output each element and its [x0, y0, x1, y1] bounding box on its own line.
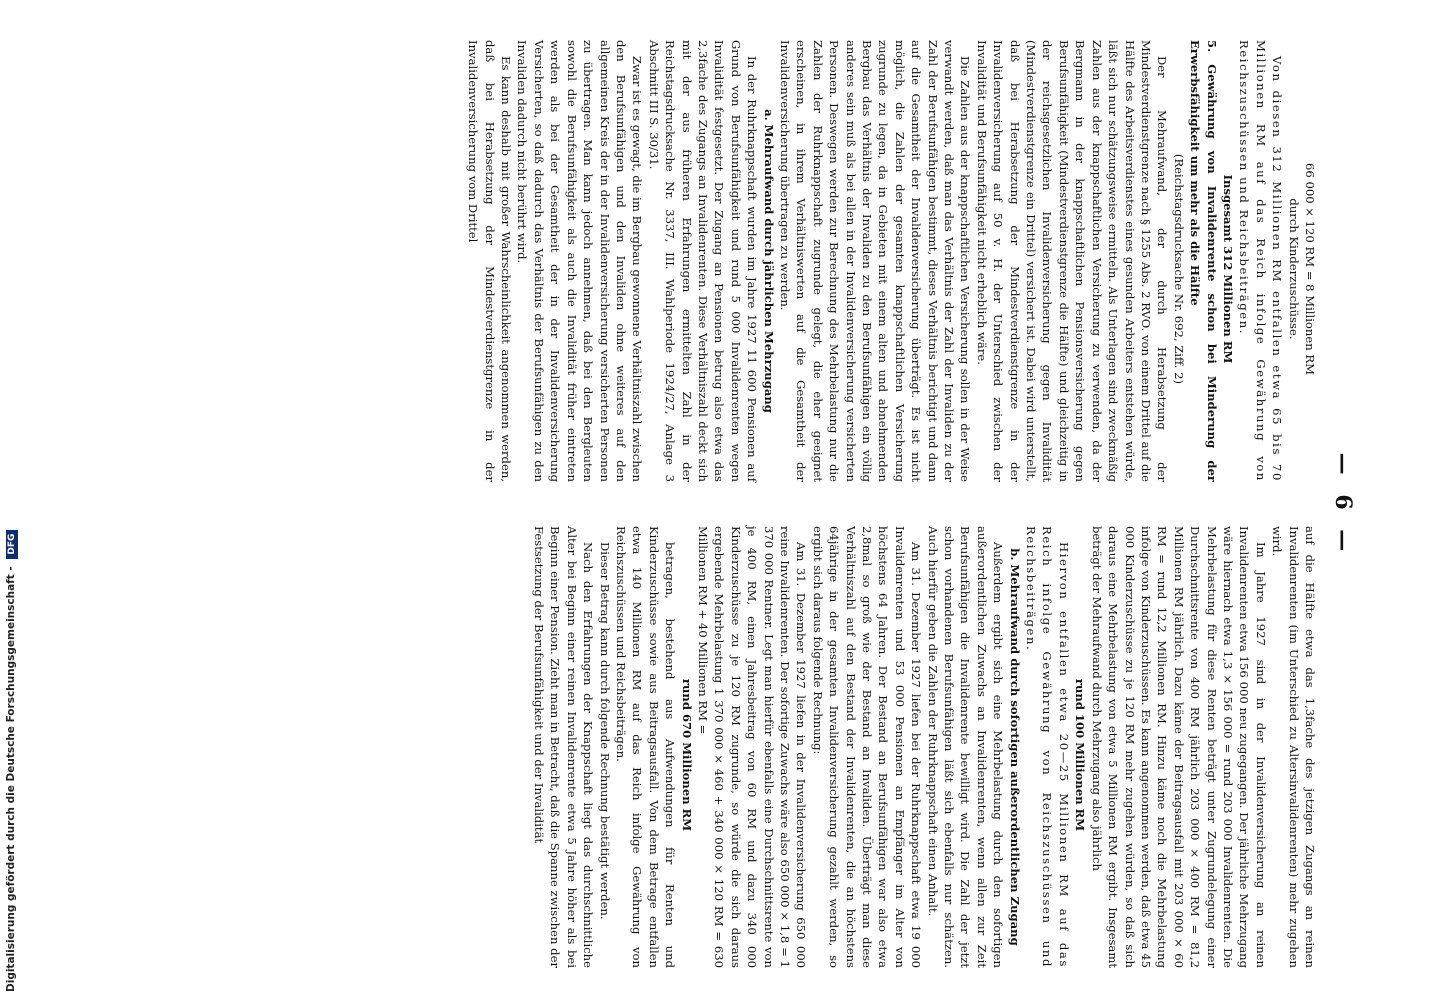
paragraph: Zwar ist es gewagt, die im Bergbau gewonnene Verhältniszahl zwischen den Berufsunfähigen und den Invaliden ohne weiteres auf den allgemeinen Kreis der in der Invalidenversicherung versicherten Personen zu übertragen. Man kann jedoch annehmen, daß bei den Bergleuten sowohl die Berufsunfähigkeit als auch die Invalidität früher eintreten werden als bei der Gesamtheit der in der Invalidenversicherung Versicherten, so daß dadurch das Verhältnis der Berufsunfähigen zu den Invaliden dadurch nicht berührt wird. [515, 40, 645, 482]
paragraph: Am 31. Dezember 1927 liefen in der Invalidenversicherung 650 000 reine Invalidenrenten. Der sofortige Zuwachs wäre also 650 000 × 1,8 = 1 370 000 Rentner. Legt man hierfür ebenfalls eine Durchschnittsrente von je 400 RM, einen Jahresbeitrag von 60 RM und dazu 340 000 Kinderzuschüsse zu je 120 RM zugrunde, so würde die sich daraus ergebende Mehrbelastung 1 370 000 × 460 + 340 000 × 120 RM = 630 Millionen RM + 40 Millionen RM = [695, 526, 809, 968]
paragraph: In der Ruhrknappschaft wurden im Jahre 1927 11 600 Pensionen auf Grund von Berufsunfähigkeit und rund 5 000 Invalidenrenten wegen Invalidität festgesetzt. Der Zugang an Pensionen betrug also etwa das 2,3fache des Zugangs an Invalidenrenten. Diese Verhältniszahl deckt sich mit der aus früheren Erfahrungen ermittelten Zahl in der Reichstagsdrucksache Nr. 3337, III. Wahlperiode 1924/27, Anlage 3 Abschnitt III S. 30/31. [646, 40, 760, 482]
credit-text: Digitalisierung gefördert durch die Deutsche Forschungsgemeinschaft - [5, 566, 17, 992]
dfg-logo: DFG [6, 530, 18, 559]
total-amount: Insgesamt 312 Millionen RM [1220, 174, 1235, 364]
paragraph: auf die Hälfte etwa das 1,3fache des jetzigen Zugangs an reinen Invalidenrenten (im Unterschied zu Altersinvalidenrenten) mehr zugehen wird. [1270, 526, 1317, 968]
formula-kinderzuschuesse: 66 000 × 120 RM = 8 Millionen RM [1303, 163, 1317, 375]
formula-caption: durch Kinderzuschüsse. [1286, 198, 1301, 340]
subsection-heading-a: a. Mehraufwand durch jährlichen Mehrzugang [761, 109, 776, 413]
footer-credit [5, 530, 18, 992]
section-heading-5: 5. Gewährung von Invalidenrente schon bei Minderung der Erwerbsfähigkeit um mehr als die Hälfte [1188, 40, 1219, 482]
paragraph: Es kann deshalb mit großer Wahrscheinlichkeit angenommen werden, daß bei Herabsetzung der Mindestverdienstgrenze in der Invalidenversicherung vom Drittel [466, 40, 514, 482]
paragraph: Außerdem ergibt sich eine Mehrbelastung durch den sofortigen außerordentlichen Zuwachs an Invalidenrenten, wenn allen zur Zeit Berufsunfähigen die Invalidenrente bewilligt wird. Die Zahl der jetzt schon vorhandenen Berufsunfähigen läßt sich ebenfalls nur schätzen. Auch hierfür geben die Zahlen der Ruhrknappschaft einen Anhalt. [925, 526, 1006, 968]
paragraph: Nach den Erfahrungen der Knappschaft liegt das durchschnittliche Alter bei Beginn einer reinen Invalidenrente etwa 5 Jahre höher als bei Beginn einer Pension. Zieht man in Betracht, daß die Spanne zwischen der Festsetzung der Berufsunfähigkeit und der Invalidität [531, 526, 596, 968]
paragraph: Dieser Betrag kann durch folgende Rechnung bestätigt werden. [597, 542, 612, 920]
paragraph: Die Zahlen aus der knappschaftlichen Versicherung sollen in der Weise verwandt werden, daß man das Verhältnis der Zahl der Invaliden zu der Zahl der Berufsunfähigen bestimmt, dieses Verhältnis berichtigt und dann auf die Gesamtheit der Invalidenversicherung überträgt. Es ist nicht möglich, die Zahlen der gesamten knappschaftlichen Versicherung zugrunde zu legen, da in Gebieten mit einem alten und abnehmenden Bergbau das Verhältnis der Invaliden zu den Berufsunfähigen ein völlig anderes sein muß als bei allen in der Invalidenversicherung versicherten Personen. Deswegen werden zur Berechnung des Mehrbelastung nur die Zahlen der Ruhrknappschaft zugrunde gelegt, die eher geeignet erscheinen, in ihrem Verhältniswerten auf die Gesamtheit der Invalidenversicherung übertragen zu werden. [778, 40, 973, 482]
paragraph: betragen, bestehend aus Aufwendungen für Renten und Kinderzuschüsse sowie aus Beitragsausfall. Von dem Betrage entfallen etwa 140 Millionen RM auf das Reich infolge Gewährung von Reichszuschüssen und Reichsbeiträgen. [613, 526, 678, 968]
paragraph: Hiervon entfallen etwa 20—25 Millionen RM auf das Reich infolge Gewährung von Reichszuschüssen und Reichsbeiträgen. [1024, 526, 1071, 968]
paragraph: Der Mehraufwand, der durch Herabsetzung der Mindestverdienstgrenze nach § 1255 Abs. 2 RVO. von einem Drittel auf die Hälfte des Arbeitsverdienstes eines gesunden Arbeiters entstehen würde, läßt sich nur schätzungsweise ermitteln. Als Unterlagen sind zweckmäßig Zahlen aus der knappschaftlichen Versicherung zu verwenden, da der Bergmann in der knappschaftlichen Pensionsversicherung gegen Berufsunfähigkeit (Mindestverdienstgrenze die Hälfte) und gleichzeitig in der reichsgesetzlichen Invalidenversicherung gegen Invalidität (Mindestverdienstgrenze ein Drittel) versichert ist. Dabei wird unterstellt, daß bei Herabsetzung der Mindestverdienstgrenze in der Invalidenversicherung auf 50 v. H. der Unterschied zwischen der Invalidität und Berufsunfähigkeit nicht erheblich wäre. [974, 40, 1170, 482]
paragraph: Am 31. Dezember 1927 liefen bei der Ruhrknappschaft etwa 19 000 Invalidenrenten und 53 000 Pensionen an Empfänger im Alter von höchstens 64 Jahren. Der Bestand an Berufsunfähigen war also etwa 2,8mal so groß wie der Bestand an Invaliden. Überträgt man diese Verhältniszahl auf den Bestand der Invalidenrenten, die an höchstens 64jährige in der gesamten Invalidenversicherung gezahlt werden, so ergibt sich daraus folgende Rechnung: [810, 526, 924, 968]
left-column [465, 40, 1318, 482]
rotated-page [148, 40, 1356, 970]
page-number: — 6 — [1330, 452, 1356, 558]
right-column [531, 526, 1319, 968]
subsection-heading-b: b. Mehraufwand durch sofortigen außerordentlichen Zugang [1007, 548, 1022, 946]
paragraph: Im Jahre 1927 sind in der Invalidenversicherung an reinen Invalidenrenten etwa 156 000 neu zugegangen. Der jährliche Mehrzugang wäre hiernach etwa 1,3 × 156 000 = rund 203 000 Invalidenrenten. Die Mehrbelastung für diese Renten beträgt unter Zugrundelegung einer Durchschnittsrente von 400 RM jährlich 203 000 × 400 RM = 81,2 Millionen RM jährlich. Dazu käme der Beitragsausfall mit 203 000 × 60 RM = rund 12,2 Millionen RM. Hinzu käme noch die Mehrbelastung infolge von Kinderzuschüssen. Es kann angenommen werden, daß etwa 45 000 Kinderzuschüsse zu je 120 RM mehr zugehen würden, so daß sich daraus eine Mehrbelastung von etwa 5 Millionen RM ergibt. Insgesamt beträgt der Mehraufwand durch Mehrzugang also jährlich [1089, 526, 1268, 968]
paragraph: Von diesen 312 Millionen RM entfallen etwa 65 bis 70 Millionen RM auf das Reich infolge Gewährung von Reichszuschüssen und Reichsbeiträgen. [1237, 40, 1285, 482]
total-amount: rund 670 Millionen RM [679, 678, 694, 832]
total-amount: rund 100 Millionen RM [1073, 678, 1088, 832]
digitization-footer [4, 392, 18, 992]
section-reference: (Reichstagsdrucksache Nr. 692, Ziff. 2) [1171, 153, 1186, 385]
